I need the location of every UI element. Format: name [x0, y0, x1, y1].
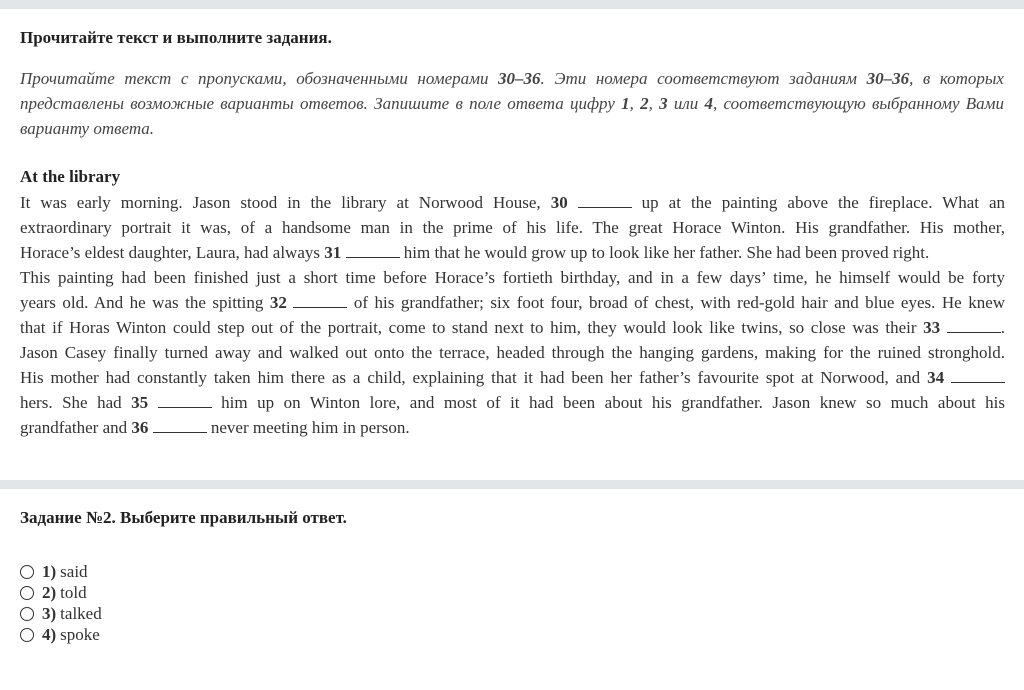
passage-line: years old. And he was the spitting 32 of his grandfather; six foot four, broad of chest, with red-gold hair and blue eyes. He knew — [20, 293, 1006, 312]
answer-option-3[interactable] — [20, 603, 102, 624]
radio-button-icon[interactable] — [20, 628, 34, 642]
section-separator — [0, 480, 1024, 489]
option-number: 4) — [42, 624, 57, 644]
gap-30 — [578, 192, 632, 208]
question-heading: Задание №2. Выберите правильный ответ. — [20, 508, 347, 527]
option-number: 3) — [42, 603, 57, 623]
passage-line: Jason Casey finally turned away and walked out onto the terrace, headed through the hanging gardens, making for the ruined stronghold. — [20, 343, 1005, 362]
answer-options — [20, 561, 102, 645]
gap-32 — [293, 292, 347, 308]
top-separator — [0, 0, 1024, 9]
option-label: said — [60, 561, 88, 581]
answer-option-2[interactable] — [20, 582, 102, 603]
gap-number-35: 35 — [131, 393, 149, 412]
task-instruction: Прочитайте текст с пропусками, обозначенными номерами 30–36. Эти номера соответствуют заданиям 30–36, в которых представлены возможные варианты ответов. Запишите в поле ответа цифру 1, 2, 3 или 4, соответствующую выбранному Вами варианту ответа. — [20, 69, 1005, 138]
gap-number-36: 36 — [131, 418, 149, 437]
gap-number-32: 32 — [269, 293, 287, 312]
option-label: told — [60, 582, 87, 602]
gap-35 — [158, 392, 212, 408]
gap-33 — [947, 317, 1001, 333]
text-title: At the library — [20, 167, 121, 186]
passage-line: hers. She had 35 him up on Winton lore, and most of it had been about his grandfather. Jason knew so much about his — [20, 393, 1006, 412]
passage-line: Horace’s eldest daughter, Laura, had always 31 him that he would grow up to look like her father. She had been proved right. — [20, 243, 930, 262]
option-label: talked — [60, 603, 102, 623]
gap-number-31: 31 — [324, 243, 342, 262]
option-label: spoke — [60, 624, 100, 644]
gap-number-33: 33 — [923, 318, 941, 337]
passage-line: grandfather and 36 never meeting him in person. — [20, 418, 410, 437]
passage-line: His mother had constantly taken him there as a child, explaining that it had been her father’s favourite spot at Norwood, and 34 — [20, 365, 1005, 390]
gap-34 — [951, 367, 1005, 383]
radio-button-icon[interactable] — [20, 607, 34, 621]
option-number: 1) — [42, 561, 57, 581]
passage-line: extraordinary portrait it was, of a handsome man in the prime of his life. The great Horace Winton. His grandfather. His mother, — [20, 218, 1005, 237]
answer-option-1[interactable] — [20, 561, 102, 582]
answer-option-4[interactable] — [20, 624, 102, 645]
gap-number-30: 30 — [550, 193, 568, 212]
passage-line: It was early morning. Jason stood in the library at Norwood House, 30 up at the painting above the fireplace. What an — [20, 193, 1006, 212]
gap-number-34: 34 — [927, 368, 945, 387]
radio-button-icon[interactable] — [20, 565, 34, 579]
gap-36 — [153, 417, 207, 433]
answer-task-card — [0, 489, 1024, 690]
reading-task-card — [0, 9, 1024, 480]
reading-passage — [20, 190, 1005, 440]
passage-line: that if Horas Winton could step out of the portrait, come to stand next to him, they would look like twins, so close was their 33 . — [20, 318, 1006, 337]
task-heading: Прочитайте текст и выполните задания. — [20, 28, 332, 47]
radio-button-icon[interactable] — [20, 586, 34, 600]
gap-31 — [346, 242, 400, 258]
passage-line: This painting had been finished just a short time before Horace’s fortieth birthday, and in a few days’ time, he himself would be forty — [20, 268, 1005, 287]
option-number: 2) — [42, 582, 57, 602]
